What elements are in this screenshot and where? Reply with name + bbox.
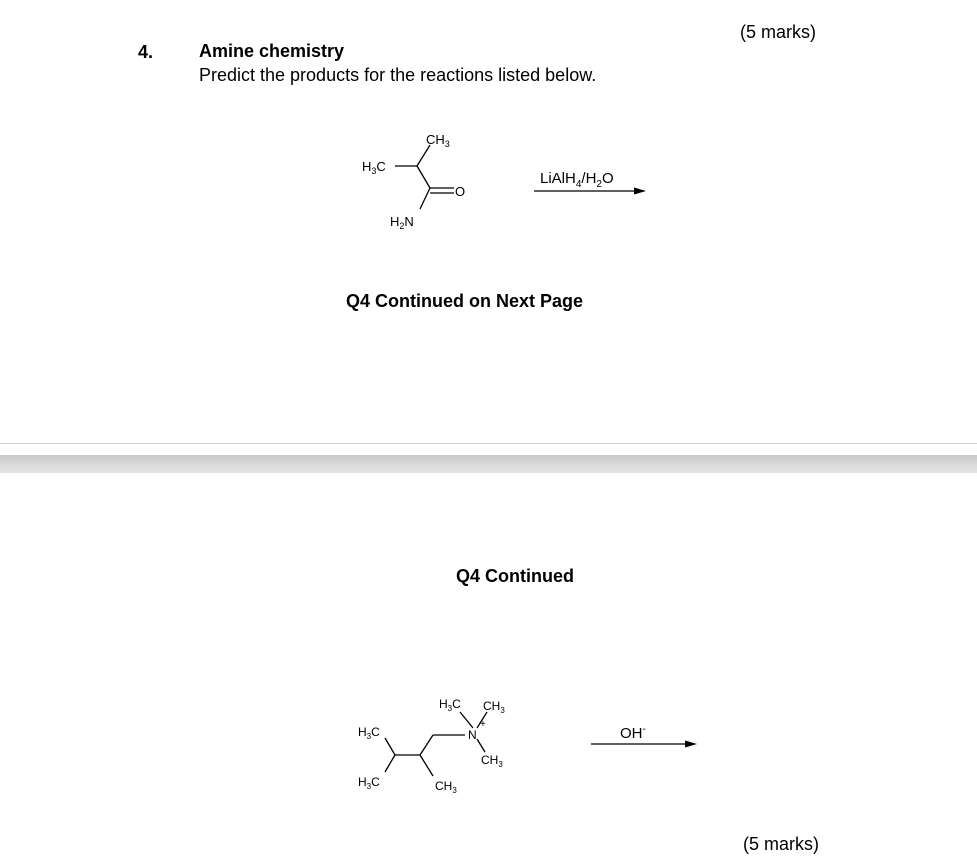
- continued-next-page: Q4 Continued on Next Page: [346, 291, 584, 311]
- reaction1-structure: [350, 125, 490, 235]
- reaction2-structure: [355, 690, 535, 805]
- continued-heading: Q4 Continued: [456, 566, 574, 586]
- reagent-lialh4-h2o: $LiAlH_4/H_2O$: [540, 170, 614, 190]
- marks-bottom: (5 marks): [743, 834, 819, 854]
- ch3-label-top: $CH_3$: [483, 699, 505, 715]
- ch3-label-n: $CH_3$: [481, 753, 503, 769]
- reaction2-arrow: [585, 722, 705, 757]
- h3c-label-left-bottom: $H_3C$: [358, 775, 380, 791]
- question-title: Amine chemistry: [199, 41, 345, 61]
- question-instruction: Predict the products for the reactions listed below.: [199, 65, 597, 85]
- ch3-label-bottom: $CH_3$: [435, 779, 457, 795]
- reagent-hydroxide: OH-: [620, 724, 646, 742]
- h2n-label: $H_2N$: [390, 214, 414, 231]
- plus-charge: +: [480, 719, 486, 730]
- page-break-bar: [0, 455, 977, 473]
- h3c-label-left-top: $H_3C$: [358, 725, 380, 741]
- oxygen-label: O: [455, 184, 466, 199]
- marks-top: (5 marks): [740, 22, 816, 42]
- h3c-label-top: $H_3C$: [439, 697, 461, 713]
- question-number: 4.: [138, 42, 154, 62]
- nitrogen-label: N: [468, 728, 477, 742]
- ch3-label: $CH_3$: [426, 132, 450, 149]
- page-break-line: [0, 443, 977, 444]
- reaction1-arrow: [530, 165, 650, 200]
- h3c-label: $H_3C$: [362, 159, 386, 176]
